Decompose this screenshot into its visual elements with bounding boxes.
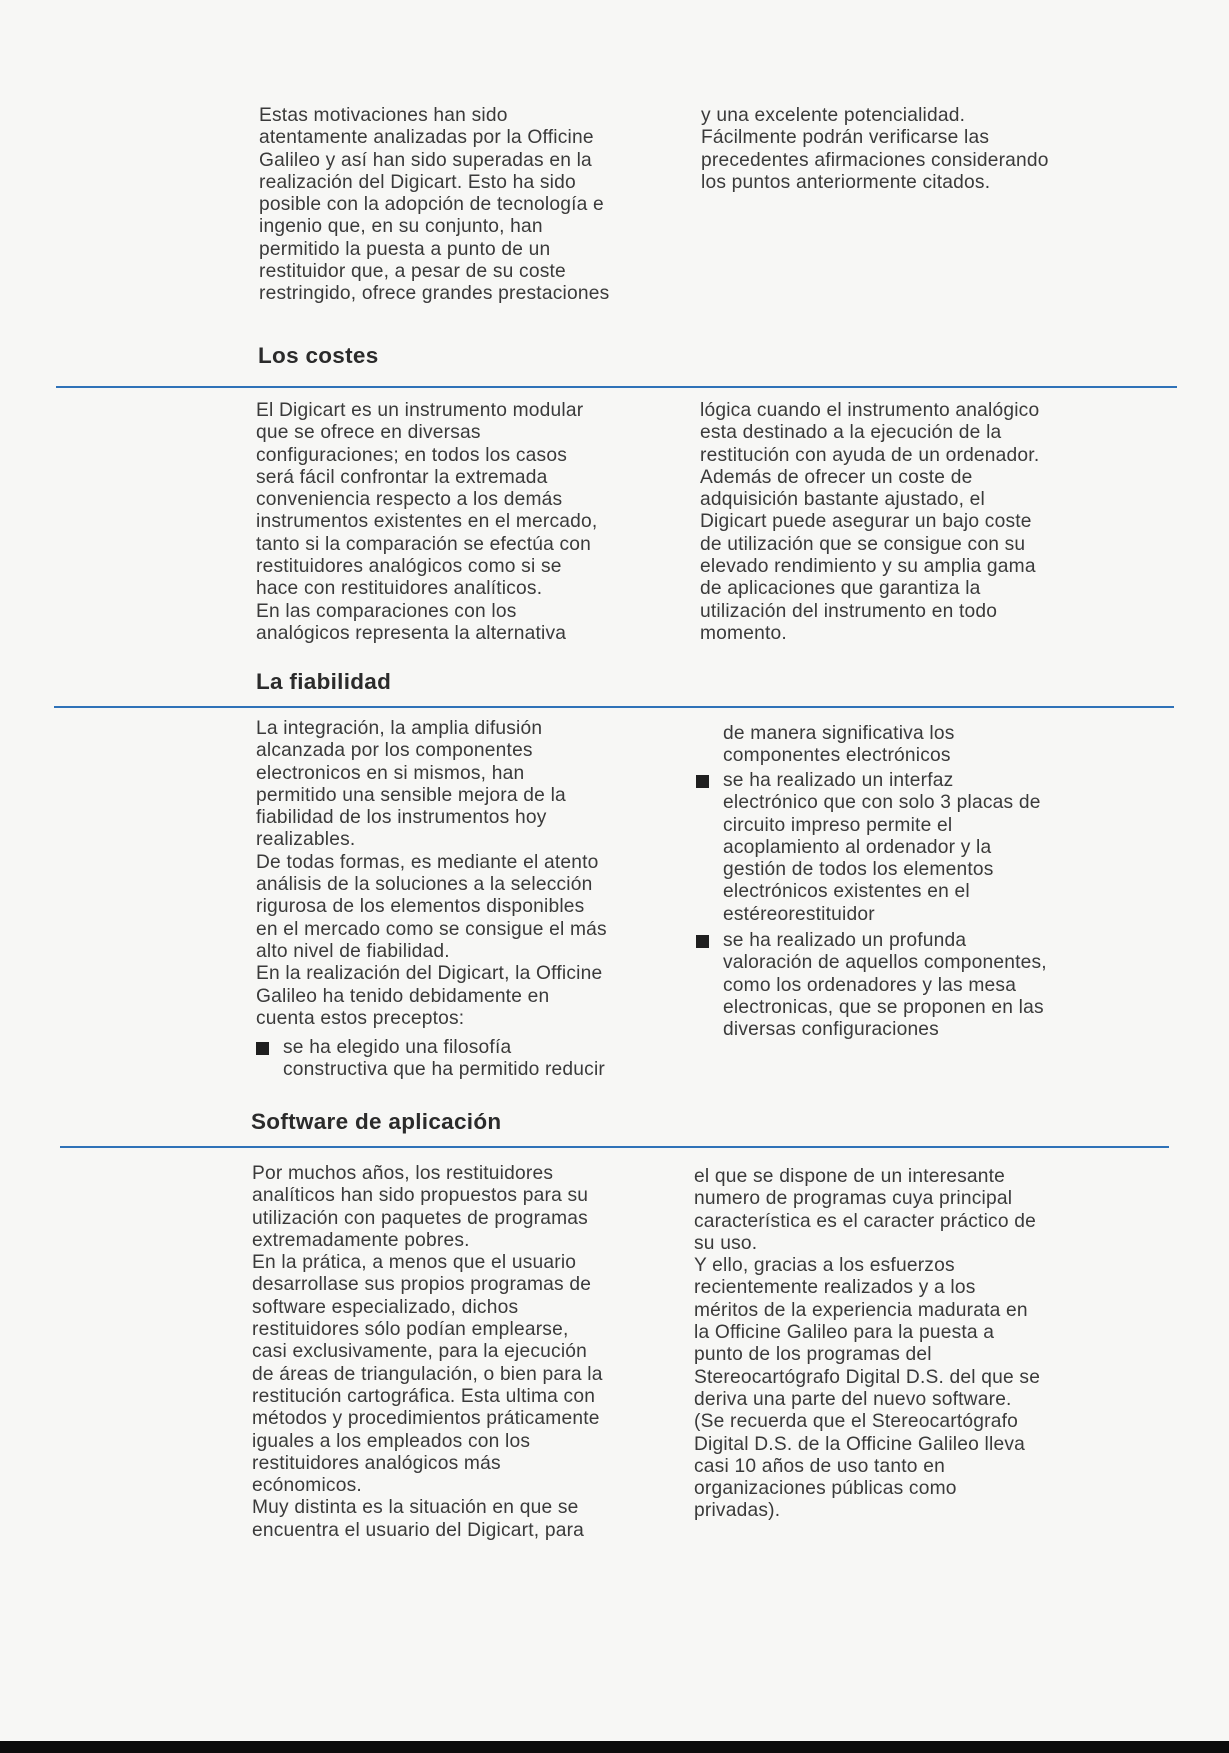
bullet-text: se ha realizado un interfaz electrónico que con solo 3 placas de circuito impreso permite el acoplamiento al ordenador y la gestión de todos los elementos electrónicos existentes en el estéreorestituidor: [723, 770, 1041, 925]
bullet-square-icon: [256, 1042, 269, 1055]
bullet-text: se ha realizado un profunda valoración de aquellos componentes, como los ordenadores y las mesa electronicas, que se proponen en las diversas configuraciones: [723, 930, 1047, 1041]
section-heading-software: Software de aplicación: [251, 1109, 502, 1134]
page-bottom-edge: [0, 1741, 1229, 1753]
costes-right-text: lógica cuando el instrumento analógico esta destinado a la ejecución de la restitución con ayuda de un ordenador. Además de ofrecer un coste de adquisición bastante ajustado, el Digicart puede asegurar un bajo coste de utilización que se consigue con su elevado rendimiento y su amplia gama de aplicaciones que garantiza la utilización del instrumento en todo momento.: [700, 400, 1040, 644]
software-left-text: Por muchos años, los restituidores analíticos han sido propuestos para su utilización con paquetes de programas extremadamente pobres. En la prática, a menos que el usuario desarrollase sus propios programas de software especializado, dichos restituidores sólo podían emplearse, casi exclusivamente, para la ejecución de áreas de triangulación, o bien para la restitución cartográfica. Esta ultima con métodos y procedimientos práticamente iguales a los empleados con los restituidores analógicos más ecónomicos. Muy distinta es la situación en que se encuentra el usuario del Digicart, para: [252, 1163, 603, 1541]
bullet-text: se ha elegido una filosofía constructiva que ha permitido reducir: [283, 1037, 606, 1081]
bullet-square-icon: [696, 775, 709, 788]
fiabilidad-left-text: La integración, la amplia difusión alcanzada por los componentes electronicos en si mismos, han permitido una sensible mejora de la fiabilidad de los instrumentos hoy realizables. De todas formas, es mediante el atento análisis de la soluciones a la selección rigurosa de los elementos disponibles en el mercado como se consigue el más alto nivel de fiabilidad. En la realización del Digicart, la Officine Galileo ha tenido debidamente en cuenta estos preceptos:: [256, 718, 607, 1029]
bullet-square-icon: [696, 935, 709, 948]
fiabilidad-right-bullet-1: [696, 770, 1126, 926]
fiabilidad-right-bullet-2: [696, 930, 1126, 1041]
software-right-text: el que se dispone de un interesante numero de programas cuya principal característica es el caracter práctico de su uso. Y ello, gracias a los esfuerzos recientemente realizados y a los méritos de la experiencia madurata en la Officine Galileo para la puesta a punto de los programas del Stereocartógrafo Digital D.S. del que se deriva una parte del nuevo software. (Se recuerda que el Stereocartógrafo Digital D.S. de la Officine Galileo lleva casi 10 años de uso tanto en organizaciones públicas como privadas).: [694, 1166, 1041, 1522]
costes-left-text: El Digicart es un instrumento modular que se ofrece en diversas configuraciones; en todos los casos será fácil confrontar la extremada conveniencia respecto a los demás instrumentos existentes en el mercado, tanto si la comparación se efectúa con restituidores analógicos como si se hace con restituidores analíticos. En las comparaciones con los analógicos representa la alternativa: [256, 400, 598, 644]
fiabilidad-right-continuation: de manera significativa los componentes electrónicos: [723, 723, 955, 767]
section-rule-fiabilidad: [54, 706, 1174, 708]
intro-right-text: y una excelente potencialidad. Fácilmente podrán verificarse las precedentes afirmaciones considerando los puntos anteriormente citados.: [701, 105, 1049, 193]
fiabilidad-left-bullet: [256, 1037, 676, 1082]
section-rule-software: [60, 1146, 1169, 1148]
section-rule-costes: [56, 386, 1177, 388]
intro-left-text: Estas motivaciones han sido atentamente analizadas por la Officine Galileo y así han sido superadas en la realización del Digicart. Esto ha sido posible con la adopción de tecnología e ingenio que, en su conjunto, han permitido la puesta a punto de un restituidor que, a pesar de su coste restringido, ofrece grandes prestaciones: [259, 105, 610, 305]
section-heading-costes: Los costes: [258, 343, 379, 368]
section-heading-fiabilidad: La fiabilidad: [256, 669, 392, 694]
